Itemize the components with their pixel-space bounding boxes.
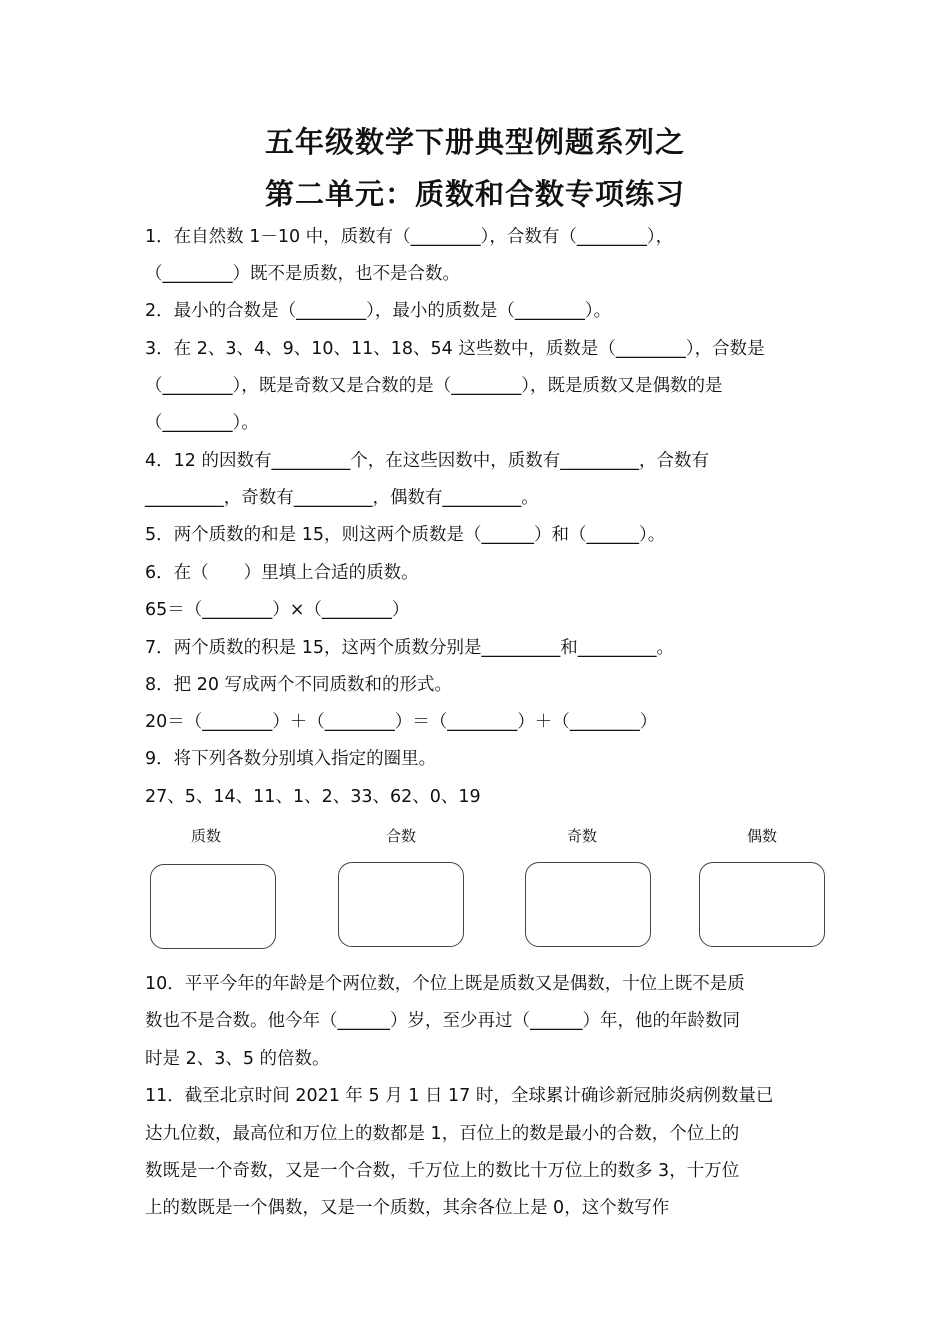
box-label-prime: 质数 — [190, 827, 221, 845]
question-line: 4．12 的因数有_________个，在这些因数中，质数有_________，合数有 — [145, 451, 709, 471]
answer-box-even[interactable] — [699, 862, 825, 947]
answer-box-prime[interactable] — [150, 864, 276, 949]
question-line: 数既是一个奇数，又是一个合数，千万位上的数比十万位上的数多 3，十万位 — [145, 1161, 740, 1181]
answer-box-odd[interactable] — [525, 862, 651, 947]
question-line: （________），既是奇数又是合数的是（________），既是质数又是偶数的是 — [145, 376, 723, 396]
question-line: 9．将下列各数分别填入指定的圈里。 — [145, 749, 437, 769]
question-line: 20＝（________）＋（________）＝（________）＋（________） — [145, 712, 658, 732]
answer-box-composite[interactable] — [338, 862, 464, 947]
question-line: 10．平平今年的年龄是个两位数，个位上既是质数又是偶数，十位上既不是质 — [145, 974, 745, 994]
question-line: 达九位数，最高位和万位上的数都是 1，百位上的数是最小的合数，个位上的 — [145, 1124, 740, 1144]
question-line: （________）。 — [145, 413, 259, 433]
title-line-2: 第二单元：质数和合数专项练习 — [264, 177, 685, 211]
box-label-composite: 合数 — [385, 827, 416, 845]
question-line: 65＝（________）×（________） — [145, 600, 410, 620]
title-line-1: 五年级数学下册典型例题系列之 — [264, 125, 685, 159]
question-line: 11．截至北京时间 2021 年 5 月 1 日 17 时，全球累计确诊新冠肺炎病例数量已 — [145, 1086, 774, 1106]
box-label-odd: 奇数 — [566, 827, 597, 845]
question-line: 7．两个质数的积是 15，这两个质数分别是_________和_________。 — [145, 638, 674, 658]
question-line: 5．两个质数的和是 15，则这两个质数是（______）和（______）。 — [145, 525, 666, 545]
question-line: 时是 2、3、5 的倍数。 — [145, 1049, 330, 1069]
question-line: （________）既不是质数，也不是合数。 — [145, 264, 460, 284]
question-line: 数也不是合数。他今年（______）岁，至少再过（______）年，他的年龄数同 — [145, 1011, 740, 1031]
question-line: 上的数既是一个偶数，又是一个质数，其余各位上是 0，这个数写作 — [145, 1198, 670, 1218]
question-line: 2．最小的合数是（________），最小的质数是（________）。 — [145, 301, 612, 321]
question-line: 1．在自然数 1－10 中，质数有（________），合数有（________）， — [145, 227, 674, 247]
question-line: 27、5、14、11、1、2、33、62、0、19 — [145, 787, 481, 807]
question-line: 8．把 20 写成两个不同质数和的形式。 — [145, 675, 453, 695]
question-line: 3．在 2、3、4、9、10、11、18、54 这些数中，质数是（________），合数是 — [145, 339, 765, 359]
box-label-even: 偶数 — [746, 827, 777, 845]
question-line: 6．在（ ）里填上合适的质数。 — [145, 563, 419, 583]
question-line: _________，奇数有_________，偶数有_________。 — [145, 488, 539, 508]
